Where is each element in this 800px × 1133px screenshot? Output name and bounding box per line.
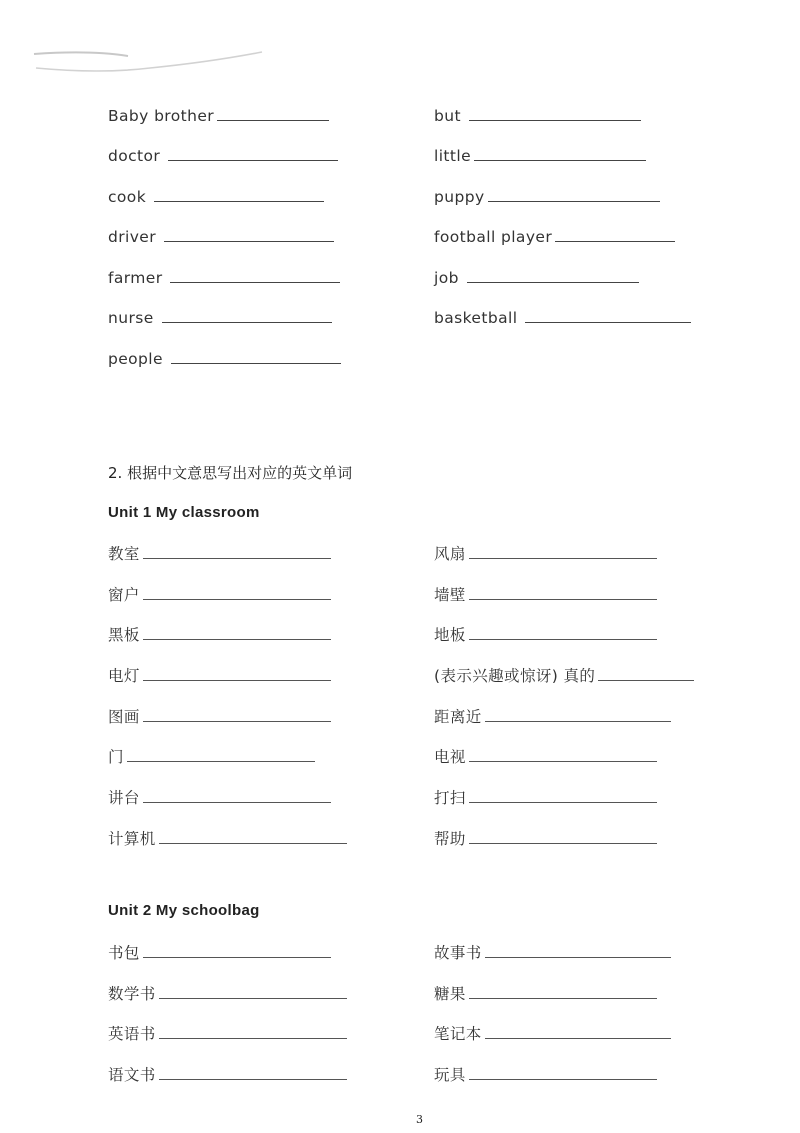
answer-blank[interactable] [469, 1065, 657, 1080]
vocab-item: nurse [108, 308, 332, 328]
answer-blank[interactable] [168, 146, 338, 161]
answer-blank[interactable] [469, 544, 657, 559]
vocab-item: 讲台 [108, 788, 331, 808]
pencil-scribble-mark [30, 44, 270, 80]
answer-blank[interactable] [127, 747, 315, 762]
vocab-item: 玩具 [434, 1065, 657, 1085]
answer-blank[interactable] [469, 585, 657, 600]
vocab-item: 图画 [108, 707, 331, 727]
answer-blank[interactable] [159, 1065, 347, 1080]
answer-blank[interactable] [469, 788, 657, 803]
page-number: 3 [416, 1113, 423, 1126]
answer-blank[interactable] [159, 984, 347, 999]
vocab-item: driver [108, 227, 334, 247]
vocab-item: doctor [108, 146, 338, 166]
vocab-item: 电灯 [108, 666, 331, 686]
vocab-item: but [434, 106, 641, 126]
section-title: 2. 根据中文意思写出对应的英文单词 [108, 464, 353, 482]
answer-blank[interactable] [143, 788, 331, 803]
answer-blank[interactable] [143, 707, 331, 722]
vocab-item: puppy [434, 187, 660, 207]
answer-blank[interactable] [485, 1024, 671, 1039]
unit-heading: Unit 1 My classroom [108, 504, 260, 521]
vocab-item: cook [108, 187, 324, 207]
answer-blank[interactable] [171, 349, 341, 364]
vocab-item: 书包 [108, 943, 331, 963]
answer-blank[interactable] [159, 829, 347, 844]
vocab-item: 打扫 [434, 788, 657, 808]
answer-blank[interactable] [154, 187, 324, 202]
vocab-item: 电视 [434, 747, 657, 767]
answer-blank[interactable] [143, 666, 331, 681]
vocab-item: football player [434, 227, 675, 247]
vocab-item: 语文书 [108, 1065, 347, 1085]
vocab-item: 门 [108, 747, 315, 767]
vocab-item: 黑板 [108, 625, 331, 645]
answer-blank[interactable] [170, 268, 340, 283]
answer-blank[interactable] [555, 227, 675, 242]
vocab-item: 英语书 [108, 1024, 347, 1044]
vocab-item: Baby brother [108, 106, 329, 126]
vocab-item: farmer [108, 268, 340, 288]
vocab-item: 距离近 [434, 707, 671, 727]
answer-blank[interactable] [488, 187, 660, 202]
answer-blank[interactable] [469, 106, 641, 121]
unit-heading: Unit 2 My schoolbag [108, 902, 260, 919]
answer-blank[interactable] [469, 829, 657, 844]
vocab-item: 教室 [108, 544, 331, 564]
answer-blank[interactable] [143, 585, 331, 600]
vocab-item: 数学书 [108, 984, 347, 1004]
vocab-item: 墙壁 [434, 585, 657, 605]
vocab-item: basketball [434, 308, 691, 328]
vocab-item: (表示兴趣或惊讶) 真的 [434, 666, 694, 686]
answer-blank[interactable] [467, 268, 639, 283]
answer-blank[interactable] [469, 625, 657, 640]
answer-blank[interactable] [598, 666, 694, 681]
vocab-item: people [108, 349, 341, 369]
answer-blank[interactable] [217, 106, 329, 121]
vocab-item: 笔记本 [434, 1024, 671, 1044]
answer-blank[interactable] [143, 625, 331, 640]
vocab-item: 糖果 [434, 984, 657, 1004]
vocab-item: 帮助 [434, 829, 657, 849]
answer-blank[interactable] [469, 747, 657, 762]
answer-blank[interactable] [525, 308, 691, 323]
answer-blank[interactable] [474, 146, 646, 161]
answer-blank[interactable] [162, 308, 332, 323]
answer-blank[interactable] [164, 227, 334, 242]
answer-blank[interactable] [143, 943, 331, 958]
answer-blank[interactable] [485, 707, 671, 722]
answer-blank[interactable] [159, 1024, 347, 1039]
answer-blank[interactable] [143, 544, 331, 559]
vocab-item: job [434, 268, 639, 288]
vocab-item: 窗户 [108, 585, 331, 605]
vocab-item: 风扇 [434, 544, 657, 564]
vocab-item: 故事书 [434, 943, 671, 963]
answer-blank[interactable] [485, 943, 671, 958]
vocab-item: 计算机 [108, 829, 347, 849]
answer-blank[interactable] [469, 984, 657, 999]
vocab-item: little [434, 146, 646, 166]
vocab-item: 地板 [434, 625, 657, 645]
